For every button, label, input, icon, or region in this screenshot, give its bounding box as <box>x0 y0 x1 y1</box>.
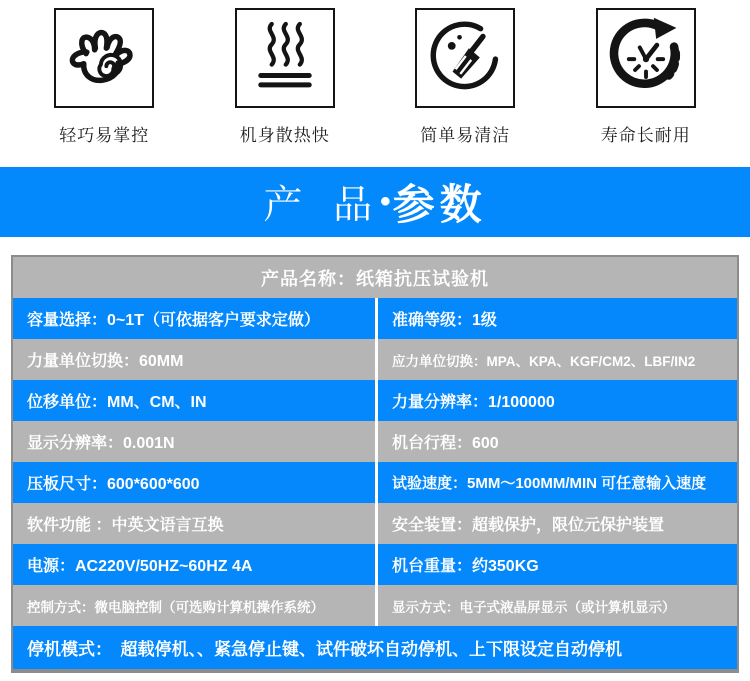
icon-box <box>54 8 154 108</box>
banner-title-dot: • <box>380 185 391 218</box>
spec-cell-right: 显示方式：电子式液晶屏显示（或计算机显示） <box>392 599 676 615</box>
spec-cell-left: 力量单位切换：60MM <box>13 339 378 380</box>
icon-box <box>235 8 335 108</box>
spec-row <box>13 585 737 626</box>
banner-title-suffix: 参数 <box>392 181 487 228</box>
spec-cell-right: 力量分辨率：1/100000 <box>392 394 555 411</box>
spec-cell-left: 电源：AC220V/50HZ~60HZ 4A <box>13 544 378 585</box>
spec-row <box>13 298 737 339</box>
feature-long-life <box>556 8 737 146</box>
feature-easy-clean <box>375 8 556 146</box>
spec-cell-left: 压板尺寸：600*600*600 <box>13 462 378 503</box>
feature-label: 轻巧易掌控 <box>59 126 150 145</box>
spec-cell-left: 软件功能 ：中英文语言互换 <box>13 503 378 544</box>
clock-icon <box>607 17 685 100</box>
spec-cell-right: 准确等级：1级 <box>392 312 497 329</box>
spec-row <box>13 339 737 380</box>
feature-label: 机身散热快 <box>239 126 330 145</box>
heat-icon <box>246 17 324 100</box>
section-banner <box>0 167 750 237</box>
spec-cell-right: 试验速度：5MM～100MM/MIN 可任意输入速度 <box>392 475 707 492</box>
spec-row <box>13 421 737 462</box>
spec-cell-right: 应力单位切换：MPA、KPA、KGF/CM2、LBF/IN2 <box>392 353 696 369</box>
spec-row <box>13 462 737 503</box>
spec-cell-right: 安全装置：超载保护，限位元保护装置 <box>392 517 665 534</box>
spec-cell-right: 机台重量：约350KG <box>392 558 539 575</box>
spec-cell-left: 容量选择：0~1T（可依据客户要求定做） <box>13 298 378 339</box>
feature-easy-control <box>14 8 195 146</box>
broom-icon <box>426 17 504 100</box>
spec-row <box>13 380 737 421</box>
spec-row <box>13 503 737 544</box>
spec-cell-right: 机台行程：600 <box>392 435 499 452</box>
spec-cell-left: 控制方式：微电脑控制（可选购计算机操作系统） <box>13 585 378 626</box>
icon-box <box>415 8 515 108</box>
feature-heat-dissipation <box>195 8 376 146</box>
banner-title-prefix: 产 品 <box>263 184 383 227</box>
spec-table <box>11 255 739 673</box>
spec-footer-row: 停机模式： 超载停机、、紧急停止键、试件破坏自动停机、上下限设定自动停机 <box>13 626 737 669</box>
icon-box <box>596 8 696 108</box>
hand-icon <box>65 17 143 100</box>
spec-cell-left: 显示分辨率：0.001N <box>13 421 378 462</box>
spec-cell-left: 位移单位：MM、CM、IN <box>13 380 378 421</box>
feature-label: 简单易清洁 <box>420 126 511 145</box>
spec-table-header: 产品名称：纸箱抗压试验机 <box>13 257 737 298</box>
feature-label: 寿命长耐用 <box>600 126 691 145</box>
feature-strip <box>0 0 750 146</box>
spec-row <box>13 544 737 585</box>
